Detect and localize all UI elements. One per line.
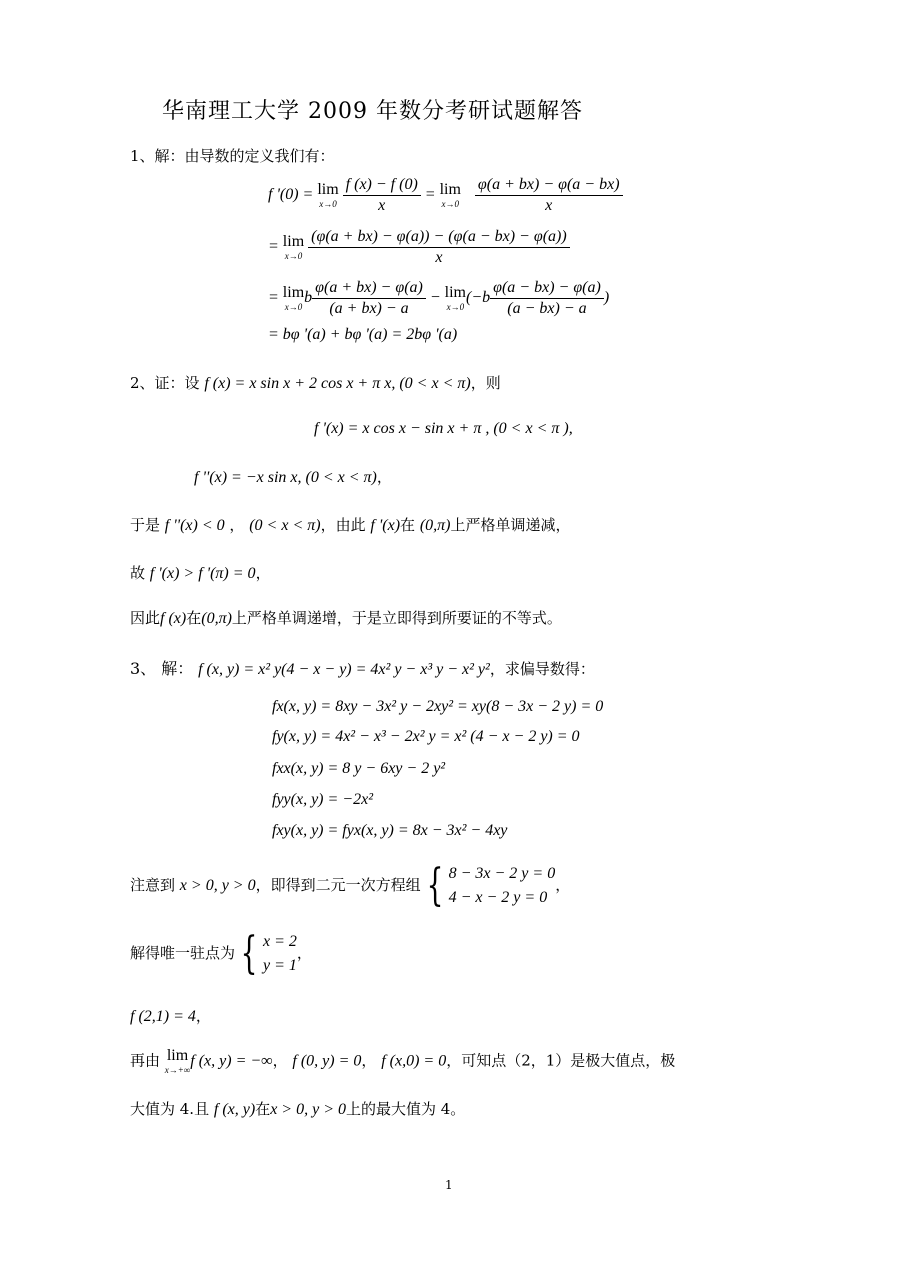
q1-intro: 1、解：由导数的定义我们有： <box>130 147 335 165</box>
q3-note-text-a: 注意到 <box>130 876 176 894</box>
q1-l1-frac2: $\frac{\varphi(a + bx) - \varphi(a - bx)}{x}$ <box>475 176 623 215</box>
q3-intro-text: ，求偏导数得： <box>489 660 595 678</box>
q3-intro-function: f (x, y) = x² y(4 − x − y) = 4x² y − x³ y − x² y² <box>198 661 490 678</box>
q3-conc2-text-c: 上的最大值为 4。 <box>346 1100 466 1118</box>
q3-conc2-text-a: 大值为 4.且 <box>130 1100 210 1118</box>
q1-l3-frac2: $\frac{\varphi(a - bx) - \varphi(a)}{(a - bx) - a}$ <box>490 279 604 318</box>
q2-l3-math-1: f ''(x) < 0 <box>164 517 225 534</box>
q1-l3-lim1: lim x→0 <box>282 284 305 312</box>
page-number: 1 <box>445 1178 453 1192</box>
q1-l3-frac1: $\frac{\varphi(a + bx) - \varphi(a)}{(a + bx) - a}$ <box>312 279 426 318</box>
q2-l3-text-a: 于是 <box>130 516 161 534</box>
q3-solution-text-a: 解得唯一驻点为 <box>130 944 236 962</box>
q3-conclusion-line-2 <box>130 1098 465 1119</box>
q2-l5-math-2: (0,π) <box>201 610 232 627</box>
q1-equation-line-1 <box>268 176 623 215</box>
q1-l1-eq: = <box>424 186 436 204</box>
q3-conc-math-1: f (x, y) = −∞ <box>190 1052 273 1070</box>
q2-l3-math-2: (0 < x < π) <box>249 517 321 534</box>
q2-line-5 <box>130 607 562 628</box>
q2-second-derivative <box>194 466 392 487</box>
document-title: 华南理工大学 2009 年数分考研试题解答 <box>162 99 583 124</box>
q3-conc-math-3: f (x,0) = 0 <box>381 1052 447 1070</box>
q3-solution-y: y = 1 <box>263 957 297 974</box>
q3-conc-text-b: ， <box>272 1051 288 1070</box>
q3-conc-text-a: 再由 <box>130 1051 161 1070</box>
q3-conclusion-line-1 <box>130 1048 675 1075</box>
q3-conc-math-2: f (0, y) = 0 <box>292 1052 362 1070</box>
q2-l4-math: f '(x) > f '(π) = 0 <box>149 565 256 582</box>
q3-equation-system <box>449 862 556 910</box>
q2-first-derivative: f '(x) = x cos x − sin x + π , (0 < x < π ), <box>314 420 573 437</box>
q3-note-math: x > 0, y > 0 <box>179 877 256 894</box>
q3-solution-x: x = 2 <box>263 933 297 950</box>
q1-l3-open: (−b <box>466 289 491 307</box>
q3-fxy: fxy(x, y) = fyx(x, y) = 8x − 3x² − 4xy <box>272 822 508 839</box>
q2-line-4 <box>130 562 271 583</box>
q2-l3-math-4: (0,π) <box>419 517 451 534</box>
q3-solution-system <box>263 930 297 978</box>
q2-intro-then: ，则 <box>470 374 501 392</box>
q3-value-comma: ， <box>195 1007 211 1025</box>
q2-intro-label: 2、证：设 <box>130 374 200 392</box>
q2-l3-text-e: 上严格单调递减， <box>450 516 571 534</box>
q2-l5-text-a: 因此 <box>130 609 161 627</box>
q3-solution <box>130 930 312 978</box>
q1-l3-b: b <box>304 289 313 307</box>
q1-l3-close: ) <box>603 289 610 307</box>
q1-l3-minus: − <box>429 289 441 307</box>
q3-fxx: fxx(x, y) = 8 y − 6xy − 2 y² <box>272 760 446 777</box>
q2-l3-text-d: 在 <box>400 516 416 534</box>
q1-l2-lim: lim x→0 <box>282 233 305 261</box>
q1-l1-lim2: lim x→0 <box>439 181 461 209</box>
q2-l3-text-c: ，由此 <box>320 516 366 534</box>
q1-l1-lhs: f '(0) = <box>268 186 314 204</box>
q3-value-math: f (2,1) = 4 <box>130 1008 196 1025</box>
q3-system-brace: { <box>426 860 444 911</box>
q3-conc2-math-2: x > 0, y > 0 <box>270 1101 346 1118</box>
q1-equation-line-3 <box>268 279 609 318</box>
q2-l5-text-b: 在 <box>186 609 202 627</box>
q3-fy: fy(x, y) = 4x² − x³ − 2x² y = x² (4 − x − 2 y) = 0 <box>272 728 580 745</box>
q2-l5-text-c: 上严格单调递增，于是立即得到所要证的不等式。 <box>231 609 562 627</box>
q3-note <box>130 862 570 910</box>
q2-line-3 <box>130 514 571 535</box>
q1-l1-frac1: $\frac{f (x) - f (0)}{x}$ <box>343 176 421 215</box>
q1-l2-eq: = <box>268 238 279 256</box>
q2-l4-text-b: ， <box>255 564 271 582</box>
q3-conc2-text-b: 在 <box>255 1100 271 1118</box>
q3-note-text-b: ，即得到二元一次方程组 <box>255 876 421 894</box>
q2-l4-text-a: 故 <box>130 564 146 582</box>
q3-intro-label: 3、 解： <box>130 659 194 678</box>
q3-conc-lim: lim x→+∞ <box>164 1047 191 1075</box>
q3-conc-text-c: ， <box>361 1051 377 1070</box>
q2-l3-text-b: ， <box>229 516 245 534</box>
q1-l1-lim1: lim x→0 <box>317 181 339 209</box>
q2-second-derivative-math: f ''(x) = −x sin x, (0 < x < π) <box>194 469 377 486</box>
q2-l5-math-1: f (x) <box>160 610 187 627</box>
q1-l2-frac: $\frac{(\varphi(a + bx) - \varphi(a)) - (\varphi(a - bx) - \varphi(a))}{x}$ <box>308 228 570 267</box>
q3-intro <box>130 656 595 679</box>
q2-second-derivative-comma: ， <box>376 468 392 486</box>
q3-system-eq-1: 8 − 3x − 2 y = 0 <box>448 865 556 882</box>
q3-system-eq-2: 4 − x − 2 y = 0 <box>448 889 548 906</box>
q1-equation-line-4: = bφ '(a) + bφ '(a) = 2bφ '(a) <box>268 326 458 343</box>
q3-fyy: fyy(x, y) = −2x² <box>272 791 373 808</box>
q3-fx: fx(x, y) = 8xy − 3x² y − 2xy² = xy(8 − 3x − 2 y) = 0 <box>272 698 604 715</box>
q1-l3-eq: = <box>268 289 279 307</box>
q1-l3-lim2: lim x→0 <box>444 284 466 312</box>
q3-note-text-c: ， <box>555 876 571 894</box>
q3-solution-text-b: ， <box>296 944 312 962</box>
q2-intro <box>130 372 501 393</box>
q3-solution-brace: { <box>240 928 258 979</box>
q2-intro-function: f (x) = x sin x + 2 cos x + π x, (0 < x < π) <box>204 375 471 392</box>
q3-conc-text-d: ，可知点（2，1）是极大值点，极 <box>446 1051 676 1070</box>
q1-equation-line-2 <box>268 228 570 267</box>
q3-value <box>130 1005 211 1026</box>
q2-l3-math-3: f '(x) <box>370 517 401 534</box>
q3-conc2-math-1: f (x, y) <box>213 1101 256 1118</box>
